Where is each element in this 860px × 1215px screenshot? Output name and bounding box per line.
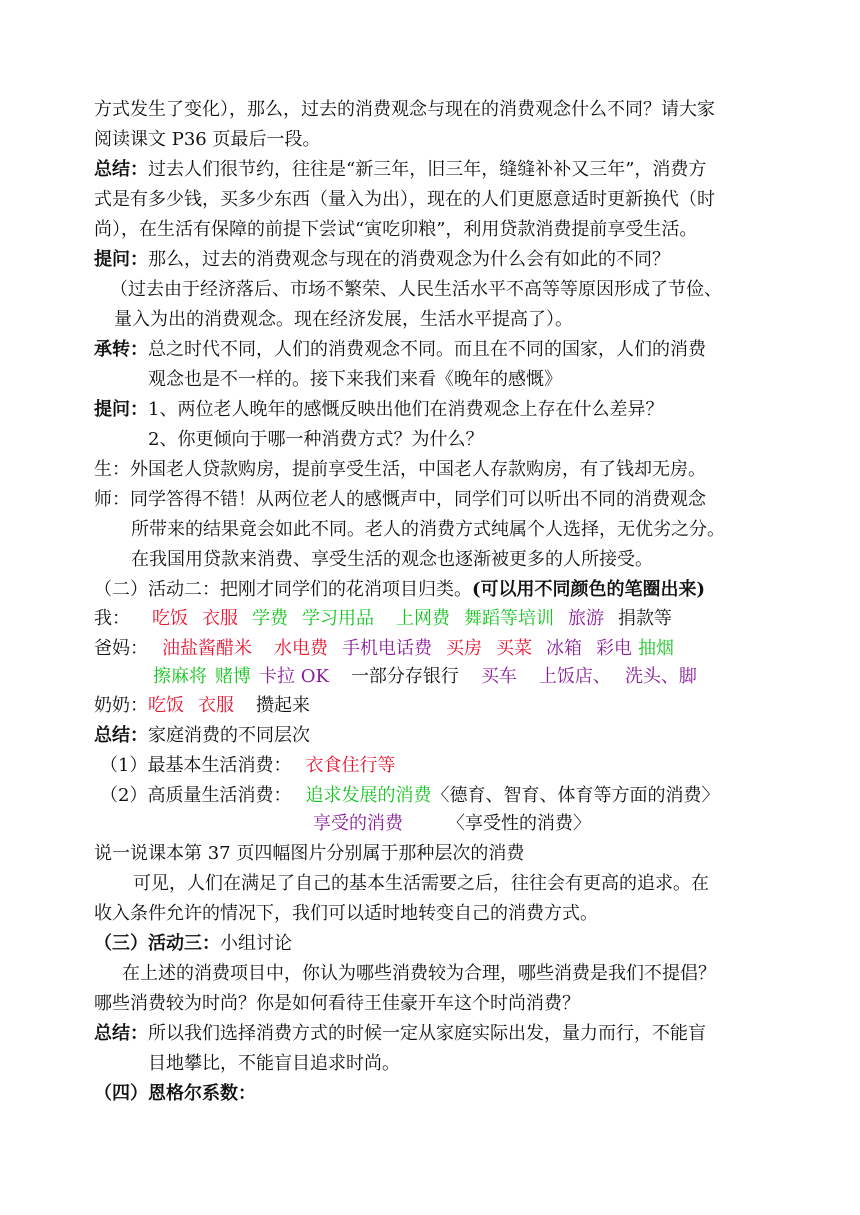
list-item: 卡拉 OK bbox=[259, 666, 329, 687]
transition-line bbox=[94, 337, 706, 363]
list-item: 攒起来 bbox=[256, 695, 310, 716]
text-line bbox=[94, 487, 706, 513]
line-text: 把刚才同学们的花消项目归类。 bbox=[220, 579, 472, 600]
list-item: 捐款等 bbox=[618, 608, 672, 629]
text-line bbox=[110, 277, 722, 303]
line-text: 所以我们选择消费方式的时候一定从家庭实际出发，量力而行，不能盲 bbox=[148, 1023, 706, 1044]
text-line bbox=[148, 1051, 400, 1077]
level-label: （2）高质量生活消费： bbox=[100, 785, 292, 806]
summary-line bbox=[94, 723, 310, 749]
list-item: 衣服 bbox=[198, 695, 234, 716]
text-line bbox=[94, 901, 598, 927]
line-text: 式是有多少钱，买多少东西（量入为出），现在的人们更愿意适时更新换代（时 bbox=[94, 189, 715, 210]
line-text: 过去人们很节约，往往是“新三年，旧三年，缝缝补补又三年”，消费方 bbox=[148, 159, 707, 180]
list-item: 舞蹈等培训 bbox=[464, 608, 554, 629]
consumption-row-parents-cont bbox=[153, 664, 697, 690]
summary-label: 总结： bbox=[94, 1023, 148, 1044]
list-item: 吃饭 bbox=[148, 695, 184, 716]
line-text: 2、你更倾向于哪一种消费方式？为什么？ bbox=[148, 429, 484, 450]
line-text: 方式发生了变化），那么，过去的消费观念与现在的消费观念什么不同？请大家 bbox=[94, 99, 715, 120]
level-note: 〈享受性的消费〉 bbox=[447, 813, 591, 834]
text-line bbox=[148, 427, 483, 453]
consumption-row-me bbox=[94, 606, 672, 632]
line-text: 说一说课本第 37 页四幅图片分别属于那种层次的消费 bbox=[94, 843, 525, 864]
line-text: 所带来的结果竟会如此不同。老人的消费方式纯属个人选择，无优劣之分。 bbox=[131, 519, 725, 540]
list-item: 学费 bbox=[252, 608, 288, 629]
list-item: 衣服 bbox=[202, 608, 238, 629]
text-line bbox=[94, 187, 715, 213]
consumption-row-parents bbox=[94, 636, 674, 662]
text-line bbox=[94, 97, 715, 123]
level-1-line bbox=[100, 753, 395, 779]
line-text: 总之时代不同，人们的消费观念不同。而且在不同的国家，人们的消费 bbox=[148, 339, 706, 360]
summary-label: 总结： bbox=[94, 159, 148, 180]
level-value: 追求发展的消费 bbox=[305, 785, 432, 806]
level-2b-line bbox=[313, 811, 591, 837]
level-2-line bbox=[100, 783, 719, 809]
level-value: 衣食住行等 bbox=[305, 755, 396, 776]
list-item: 抽烟 bbox=[638, 638, 674, 659]
text-line bbox=[131, 547, 653, 573]
list-item: 彩电 bbox=[596, 638, 632, 659]
line-text: 生：外国老人贷款购房，提前享受生活，中国老人存款购房，有了钱却无房。 bbox=[94, 459, 706, 480]
line-text: 师：同学答得不错！从两位老人的感慨声中，同学们可以听出不同的消费观念 bbox=[94, 489, 706, 510]
activity-heading bbox=[94, 1081, 256, 1107]
question-line bbox=[94, 397, 663, 423]
text-line bbox=[122, 961, 716, 987]
text-line bbox=[94, 841, 524, 867]
activity-label: （三）活动三： bbox=[94, 933, 220, 954]
level-note: 〈德育、智育、体育等方面的消费〉 bbox=[431, 785, 720, 806]
question-line bbox=[94, 247, 670, 273]
line-text: 量入为出的消费观念。现在经济发展，生活水平提高了）。 bbox=[114, 309, 573, 330]
list-item: 上饭店、 bbox=[538, 666, 611, 687]
list-item: 吃饭 bbox=[152, 608, 188, 629]
level-label: （1）最基本生活消费： bbox=[100, 755, 292, 776]
line-text: 在我国用贷款来消费、享受生活的观念也逐渐被更多的人所接受。 bbox=[131, 549, 653, 570]
level-value: 享受的消费 bbox=[313, 813, 403, 834]
line-text: 可见，人们在满足了自己的基本生活需要之后，往往会有更高的追求。在 bbox=[133, 873, 709, 894]
list-item: 买房 bbox=[446, 638, 482, 659]
row-label: 奶奶： bbox=[94, 695, 148, 716]
list-item: 冰箱 bbox=[546, 638, 582, 659]
text-line bbox=[94, 991, 580, 1017]
summary-line bbox=[94, 157, 706, 183]
row-label: 爸妈： bbox=[94, 638, 148, 659]
list-item: 学习用品 bbox=[302, 608, 374, 629]
list-item: 手机电话费 bbox=[342, 638, 432, 659]
line-text: 尚），在生活有保障的前提下尝试“寅吃卯粮”，利用贷款消费提前享受生活。 bbox=[94, 219, 698, 240]
list-item: 洗头、脚 bbox=[624, 666, 697, 687]
list-item: 油盐酱醋米 bbox=[162, 638, 252, 659]
line-text: 那么，过去的消费观念与现在的消费观念为什么会有如此的不同？ bbox=[148, 249, 670, 270]
question-label: 提问： bbox=[94, 249, 148, 270]
list-item: 旅游 bbox=[568, 608, 604, 629]
line-text: 目地攀比，不能盲目追求时尚。 bbox=[148, 1053, 400, 1074]
line-text: 家庭消费的不同层次 bbox=[148, 725, 310, 746]
list-item: 一部分存银行 bbox=[350, 666, 459, 687]
list-item: 买菜 bbox=[496, 638, 532, 659]
line-text: 小组讨论 bbox=[220, 933, 292, 954]
list-item: 擦麻将 bbox=[153, 666, 207, 687]
text-line bbox=[133, 871, 709, 897]
list-item: 买车 bbox=[480, 666, 517, 687]
summary-line bbox=[94, 1021, 706, 1047]
text-line bbox=[94, 217, 697, 243]
summary-label: 总结： bbox=[94, 725, 148, 746]
activity-label: （二）活动二： bbox=[94, 579, 220, 600]
list-item: 上网费 bbox=[396, 608, 450, 629]
line-text: 收入条件允许的情况下，我们可以适时地转变自己的消费方式。 bbox=[94, 903, 598, 924]
line-text: 观念也是不一样的。接下来我们来看《晚年的感慨》 bbox=[148, 369, 562, 390]
transition-label: 承转： bbox=[94, 339, 148, 360]
line-text: 在上述的消费项目中，你认为哪些消费较为合理，哪些消费是我们不提倡？ bbox=[122, 963, 716, 984]
activity-heading bbox=[94, 931, 292, 957]
activity-label: （四）恩格尔系数： bbox=[94, 1083, 256, 1104]
text-line bbox=[131, 517, 725, 543]
text-line bbox=[94, 457, 706, 483]
question-label: 提问： bbox=[94, 399, 148, 420]
row-label: 我： bbox=[94, 608, 130, 629]
list-item: 赌博 bbox=[215, 666, 251, 687]
list-item: 水电费 bbox=[274, 638, 328, 659]
line-text: 1、两位老人晚年的感慨反映出他们在消费观念上存在什么差异？ bbox=[148, 399, 664, 420]
line-text: 哪些消费较为时尚？你是如何看待王佳豪开车这个时尚消费？ bbox=[94, 993, 580, 1014]
line-text: （过去由于经济落后、市场不繁荣、人民生活水平不高等等原因形成了节俭、 bbox=[110, 279, 722, 300]
text-line bbox=[148, 367, 562, 393]
line-text: (可以用不同颜色的笔圈出来) bbox=[472, 579, 706, 600]
activity-heading bbox=[94, 577, 705, 603]
consumption-row-grandma bbox=[94, 693, 310, 719]
text-line bbox=[94, 127, 320, 153]
text-line bbox=[114, 307, 573, 333]
line-text: 阅读课文 P36 页最后一段。 bbox=[94, 129, 321, 150]
